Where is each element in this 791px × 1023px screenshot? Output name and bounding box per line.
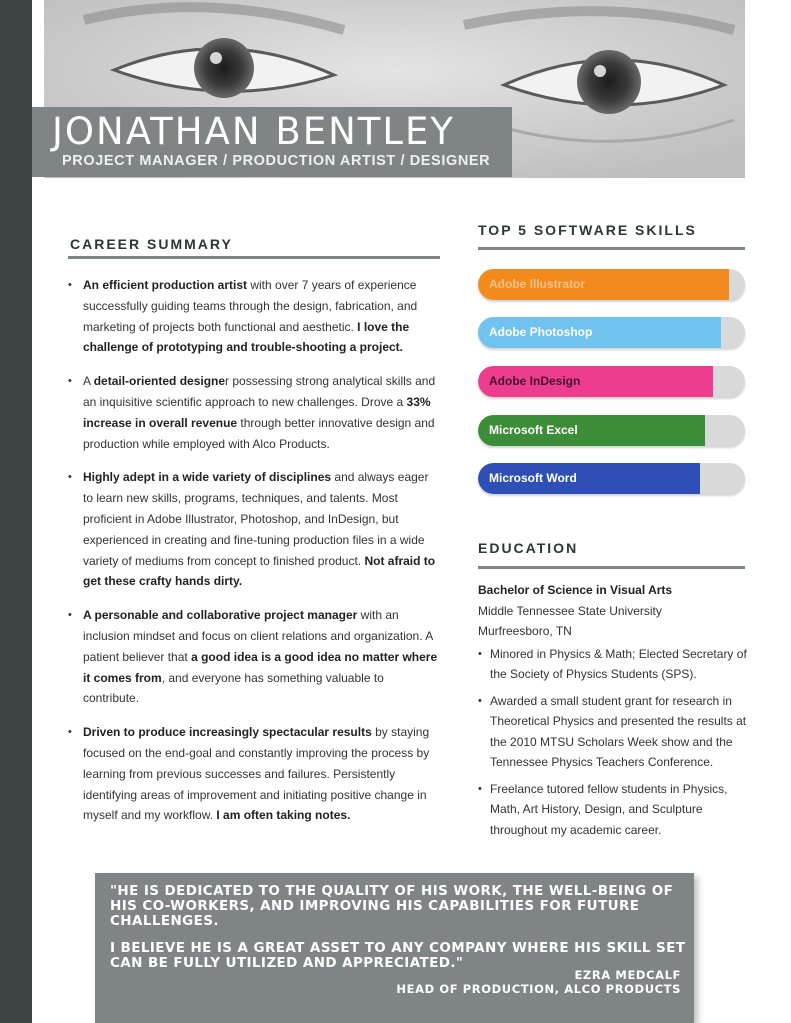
career-summary-item xyxy=(68,722,438,826)
emphasis-text: A personable and collaborative project manager xyxy=(83,608,358,623)
career-summary-rule xyxy=(68,256,440,259)
skill-bar xyxy=(478,317,745,348)
emphasis-text: I am often taking notes. xyxy=(216,808,351,823)
education-detail-item: • Minored in Physics & Math; Elected Secretary of the Society of Physics Students (SPS). xyxy=(478,644,748,685)
career-summary-item xyxy=(68,605,438,709)
degree: Bachelor of Science in Visual Arts xyxy=(478,583,673,597)
education-detail-item: • Freelance tutored fellow students in Physics, Math, Art History, Design, and Sculpture throughout my academic career. xyxy=(478,779,748,841)
skill-bar xyxy=(478,269,745,300)
career-summary-item xyxy=(68,467,438,592)
left-accent-stripe xyxy=(0,0,32,1023)
skill-bar xyxy=(478,366,745,397)
skill-label: Adobe InDesign xyxy=(489,374,581,388)
emphasis-text: Not afraid to get these crafty hands dirty. xyxy=(83,553,436,589)
school: Middle Tennessee State University xyxy=(478,603,662,618)
testimonial-paragraph-1: "HE IS DEDICATED TO THE QUALITY OF HIS WORK, THE WELL-BEING OF HIS CO-WORKERS, AND IMPROVING HIS CAPABILITIES FOR FUTURE CHALLENGES. xyxy=(110,883,674,929)
body-text: A xyxy=(83,374,94,389)
candidate-title: PROJECT MANAGER / PRODUCTION ARTIST / DESIGNER xyxy=(62,153,491,169)
education-block xyxy=(478,580,748,846)
emphasis-text: Driven to produce increasingly spectacular results xyxy=(83,725,372,740)
skill-label: Microsoft Excel xyxy=(489,423,578,437)
testimonial-attribution xyxy=(396,968,681,996)
career-summary-list xyxy=(68,275,438,839)
testimonial-paragraph-2: I BELIEVE HE IS A GREAT ASSET TO ANY COMPANY WHERE HIS SKILL SET CAN BE FULLY UTILIZED AND APPRECIATED." xyxy=(110,940,686,971)
testimonial-author: EZRA MEDCALF xyxy=(574,968,681,982)
emphasis-text: I love the challenge of prototyping and trouble-shooting a project. xyxy=(83,319,410,355)
emphasis-text: a good idea is a good idea no matter where it comes from xyxy=(83,649,438,685)
candidate-name: JONATHAN BENTLEY xyxy=(52,110,455,153)
skill-label: Microsoft Word xyxy=(489,471,577,485)
education-rule xyxy=(478,566,745,569)
body-text: , and everyone has something valuable to contribute. xyxy=(83,670,384,706)
software-skills-rule xyxy=(478,247,745,250)
skill-bar xyxy=(478,463,745,494)
body-text: by staying focused on the end-goal and constantly improving the process by learning from previous successes and failures. Persistently identifying areas of improvement and initiating positive change in myself and my workflow. xyxy=(83,725,430,823)
skill-label: Adobe Photoshop xyxy=(489,325,593,339)
body-text: and always eager to learn new skills, programs, techniques, and talents. Most proficient in Adobe Illustrator, Photoshop, and InDesign, but experienced in creating and fine-tuning production files in a wide variety of mediums from concept to finished product. xyxy=(83,470,429,568)
education-detail-item: • Awarded a small student grant for research in Theoretical Physics and presented the results at the 2010 MTSU Scholars Week show and the Tennessee Physics Teachers Conference. xyxy=(478,691,748,773)
testimonial-author-title: HEAD OF PRODUCTION, ALCO PRODUCTS xyxy=(396,982,681,996)
skill-label: Adobe Illustrator xyxy=(489,277,586,291)
career-summary-item xyxy=(68,371,438,454)
education-heading: EDUCATION xyxy=(478,540,579,556)
career-summary-heading: CAREER SUMMARY xyxy=(70,236,233,252)
software-skills-heading: TOP 5 SOFTWARE SKILLS xyxy=(478,222,697,238)
body-text: through better innovative design and production while employed with Alco Products. xyxy=(83,415,435,451)
emphasis-text: detail-oriented designe xyxy=(93,374,226,389)
emphasis-text: An efficient production artist xyxy=(83,278,248,292)
career-summary-item xyxy=(68,275,438,358)
emphasis-text: 33% increase in overall revenue xyxy=(83,394,431,430)
skill-bar xyxy=(478,415,745,446)
body-text: r possessing strong analytical skills and an inquisitive scientific approach to new challenges. Drove a xyxy=(83,374,436,409)
emphasis-text: Highly adept in a wide variety of disciplines xyxy=(83,470,332,485)
education-details-list xyxy=(478,644,748,841)
body-text: with an inclusion mindset and focus on client relations and organization. A patient believer that xyxy=(83,608,433,664)
school-location: Murfreesboro, TN xyxy=(478,624,572,638)
body-text: with over 7 years of experience successfully guiding teams through the design, fabrication, and marketing of projects both functional and aesthetic. xyxy=(83,278,418,334)
